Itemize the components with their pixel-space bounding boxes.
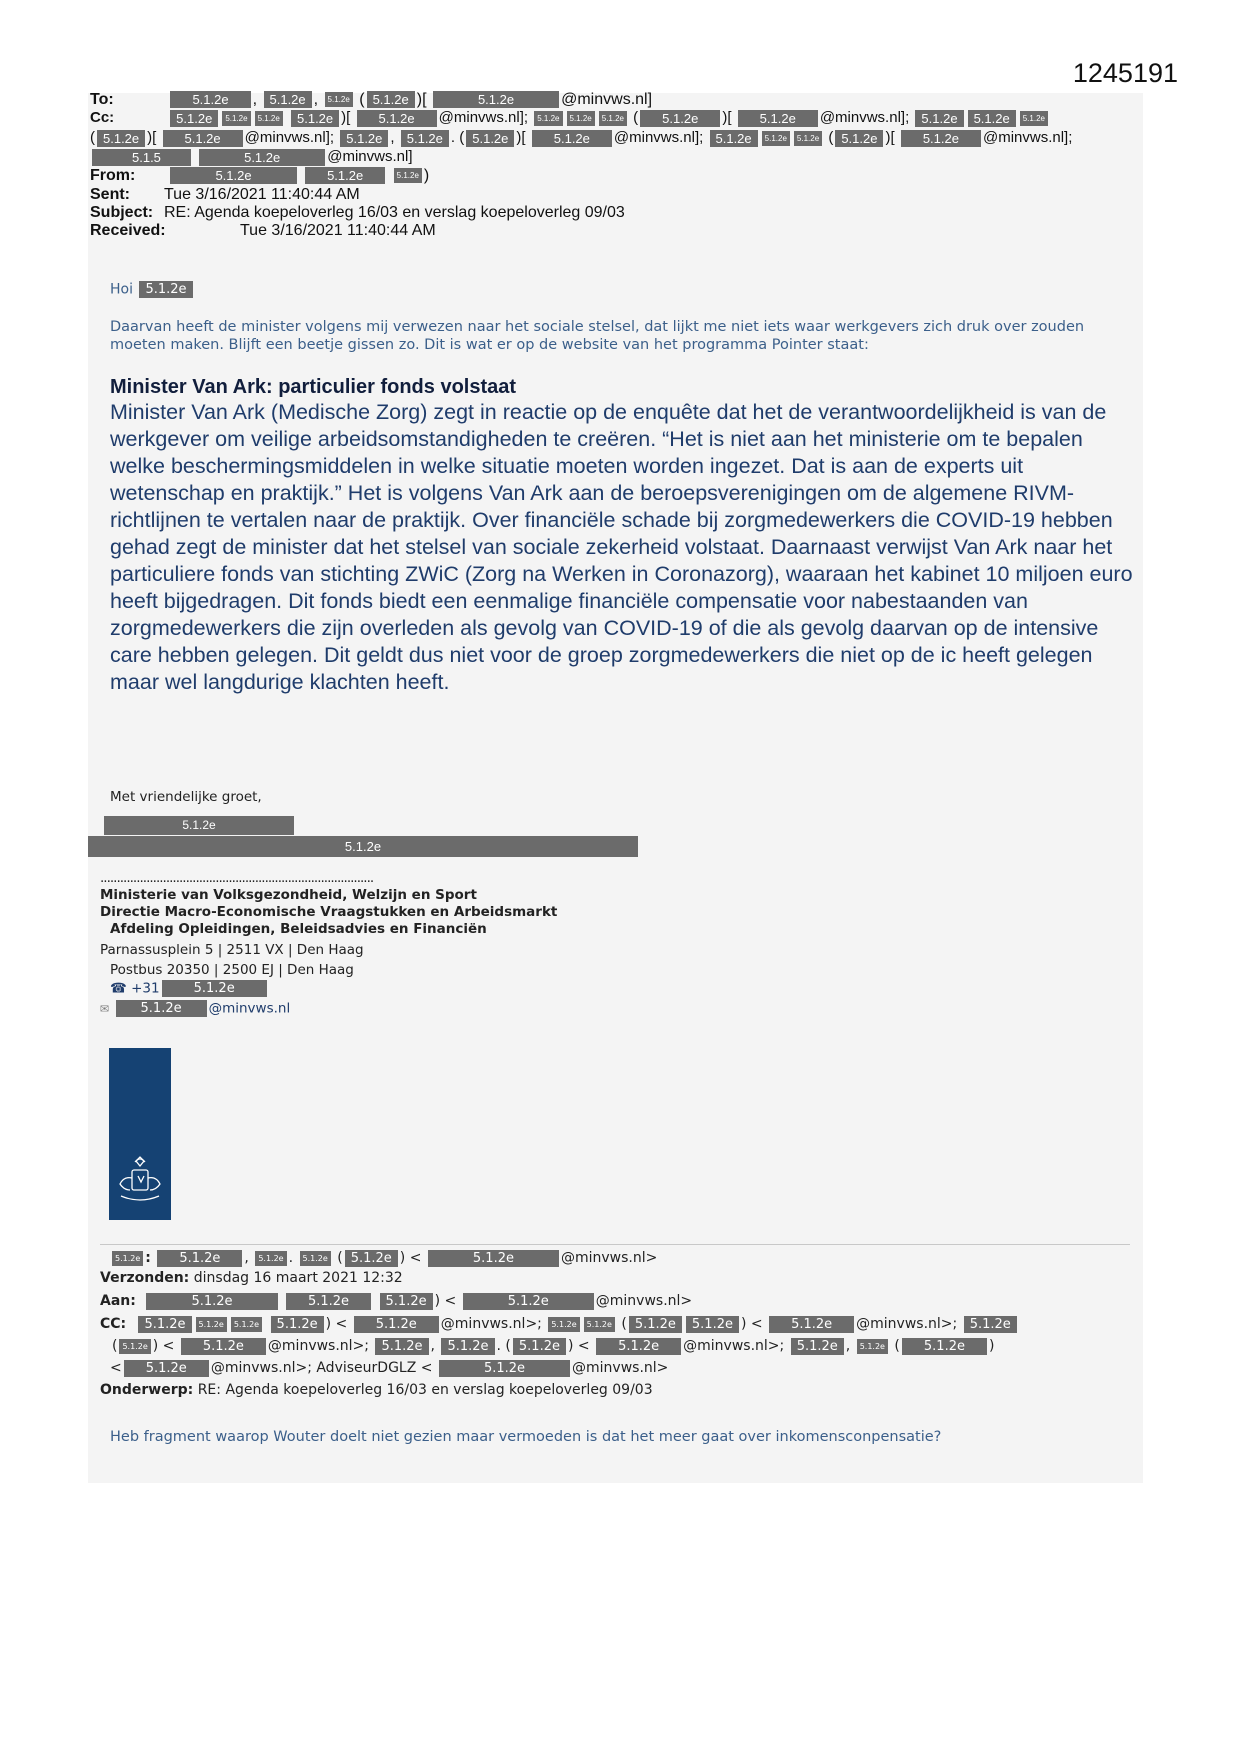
cc-line-2: ( 5.1.2e )[ 5.1.2e @minvws.nl]; 5.1.2e , 5.1.2e . ( 5.1.2e )[ 5.1.2e @minvws.nl]; 5.1.2e 5.1.2e 5.1.2e ( 5.1.2e )[ 5.1.2e @minvws.nl]; (90, 129, 1073, 146)
sent-label: Sent: (90, 186, 130, 203)
redaction-box: 5.1.2e (170, 167, 296, 184)
email-domain: @minvws.nl]; (438, 109, 529, 126)
redaction-box: 5.1.2e (146, 1293, 277, 1310)
email-domain: @minvws.nl> (210, 1360, 308, 1376)
redaction-box: 5.1.2e (534, 111, 562, 126)
redaction-box: 5.1.2e (394, 168, 422, 183)
redaction-box: 5.1.2e (466, 130, 514, 147)
email2-from-line: 5.1.2e : 5.1.2e , 5.1.2e . 5.1.2e ( 5.1.2e ) < 5.1.2e @minvws.nl> (110, 1248, 657, 1268)
quote-body: Minister Van Ark (Medische Zorg) zegt in reactie op de enquête dat het de verantwoordelijkheid is van de werkgever om veilige arbeidsomstandigheden te creëren. “Het is niet aan het ministerie om te bepalen welke beschermingsmiddelen in welke situatie moeten worden ingezet. Dat is aan de experts uit wetenschap en praktijk.” Het is volgens Van Ark aan de beroepsverenigingen om de algemene RIVM-richtlijnen te vertalen naar de praktijk. Over financiële schade bij zorgmedewerkers die COVID-19 hebben gehad zegt de minister dat het stelsel van sociale zekerheid volstaat. Daarnaast verwijst Van Ark naar het particuliere fonds van stichting ZWiC (Zorg na Werken in Coronazorg), waaraan het kabinet 10 miljoen euro heeft bijgedragen. Dit fonds biedt een eenmalige financiële compensatie voor nabestaanden van zorgmedewerkers die zijn overleden als gevolg van COVID-19 of die als gevolg daarvan op de intensive care hebben gelegen. Dit geldt dus niet voor de groep zorgmedewerkers die niet op de ic heeft gelegen maar wel langdurige klachten heeft. (110, 400, 1133, 694)
to-label: To: (90, 91, 114, 108)
redaction-box: 5.1.2e (291, 110, 339, 127)
email-domain: @minvws.nl>; (440, 1316, 542, 1332)
email2-from-colon: : (145, 1250, 151, 1266)
redaction-box: 5.1.2e (357, 110, 437, 127)
quote-title: Minister Van Ark: particulier fonds volstaat (110, 376, 517, 398)
coat-of-arms-icon (109, 1048, 171, 1220)
email-domain: @minvws.nl>; (683, 1338, 785, 1354)
redaction-box: 5.1.2e (901, 130, 981, 147)
email-domain: @minvws.nl]; (982, 129, 1073, 146)
redaction-box: 5.1.2e (599, 111, 627, 126)
subject-line (90, 203, 625, 223)
redaction-box: 5.1.2e (354, 1316, 439, 1333)
redaction-box: 5.1.2e (163, 130, 243, 147)
redaction-box: 5.1.2e (439, 1360, 570, 1377)
email-domain: @minvws.nl]; (244, 129, 335, 146)
redaction-box: 5.1.2e (116, 1000, 207, 1017)
email-domain: @minvws.nl> (572, 1360, 669, 1376)
received-label: Received: (90, 222, 166, 239)
cc-line-1: Cc: 5.1.2e 5.1.2e 5.1.2e 5.1.2e )[ 5.1.2e @minvws.nl]; 5.1.2e 5.1.2e 5.1.2e ( 5.1.2e )[ 5.1.2e @minvws.nl]; 5.1.2e 5.1.2e 5.1.2e (90, 108, 1050, 128)
email-divider (100, 1244, 1130, 1245)
onderwerp-line (100, 1382, 653, 1399)
email-domain: @minvws.nl]; (613, 129, 704, 146)
email-domain: @minvws.nl] (327, 148, 413, 165)
redaction-box: 5.1.2e (375, 1338, 428, 1355)
closing: Met vriendelijke groet, (110, 789, 262, 805)
redaction-box: 5.1.2e (271, 1316, 324, 1333)
greeting-text: Hoi (110, 281, 133, 298)
directorate-text: Directie Macro-Economische Vraagstukken en Arbeidsmarkt (100, 904, 558, 920)
redaction-box: 5.1.2e (139, 281, 192, 298)
redaction-box: 5.1.2e (199, 149, 325, 166)
verzonden-label: Verzonden: (100, 1270, 190, 1286)
redaction-box: 5.1.2e (340, 130, 388, 147)
cc-label: Cc: (90, 109, 115, 126)
from-line: From: 5.1.2e 5.1.2e 5.1.2e ) (90, 167, 430, 184)
redaction-box: 5.1.2e (305, 167, 385, 184)
aan-line: Aan: 5.1.2e 5.1.2e 5.1.2e ) < 5.1.2e @minvws.nl> (100, 1293, 693, 1309)
email2-cc-label: CC: (100, 1316, 127, 1332)
redaction-box: 5.1.2e (162, 980, 267, 997)
redaction-box: 5.1.2e (857, 1339, 888, 1354)
redaction-box: 5.1.5 (92, 149, 191, 166)
redaction-box: 5.1.2e (255, 1251, 286, 1266)
redaction-box: 5.1.2e (584, 1317, 615, 1332)
subject-value: RE: Agenda koepeloverleg 16/03 en verslag koepeloverleg 09/03 (164, 204, 625, 221)
redaction-box: 5.1.2e (1020, 111, 1048, 126)
ministry-text: Ministerie van Volksgezondheid, Welzijn en Sport (100, 887, 477, 903)
received-line (90, 221, 436, 241)
redaction-box: 5.1.2e (138, 1316, 191, 1333)
redaction-box: 5.1.2e (196, 1317, 227, 1332)
verzonden-line (100, 1270, 403, 1287)
redaction-box: 5.1.2e (915, 110, 963, 127)
email2-cc-line-2: ( 5.1.2e ) < 5.1.2e @minvws.nl>; 5.1.2e , 5.1.2e . ( 5.1.2e ) < 5.1.2e @minvws.nl>; 5.1.2e , 5.1.2e ( 5.1.2e ) (112, 1338, 995, 1354)
phone-icon: ☎ (110, 980, 127, 997)
ministry-name (100, 887, 477, 904)
aan-label: Aan: (100, 1293, 136, 1309)
redaction-box: 5.1.2e (791, 1338, 844, 1355)
redaction-box: 5.1.2e (548, 1317, 579, 1332)
redaction-box: 5.1.2e (367, 91, 415, 108)
redaction-box: 5.1.2e (157, 1250, 242, 1267)
email-domain: @minvws.nl]; (819, 109, 910, 126)
sent-line (90, 185, 360, 205)
redaction-box: 5.1.2e (794, 131, 822, 146)
greeting (110, 281, 195, 298)
redaction-box: 5.1.2e (231, 1317, 262, 1332)
redaction-box: 5.1.2e (835, 130, 883, 147)
department-text: Afdeling Opleidingen, Beleidsadvies en Financiën (110, 921, 487, 937)
redaction-box: 5.1.2e (286, 1293, 371, 1310)
redaction-box: 5.1.2e (345, 1250, 398, 1267)
redaction-box: 5.1.2e (762, 131, 790, 146)
email2-body: Heb fragment waarop Wouter doelt niet gezien maar vermoeden is dat het meer gaat over inkomensconpensatie? (110, 1429, 942, 1445)
government-logo (109, 1048, 171, 1220)
redaction-box: 5.1.2e (710, 130, 758, 147)
redaction-box: 5.1.2e (380, 1293, 433, 1310)
address: Parnassusplein 5 | 2511 VX | Den Haag (100, 942, 364, 958)
redaction-box: 5.1.2e (769, 1316, 854, 1333)
redaction-box: 5.1.2e (104, 816, 294, 835)
phone-line (110, 980, 269, 998)
directorate-name (100, 904, 557, 921)
email-domain: @minvws.nl>; (267, 1338, 370, 1354)
intro-paragraph: Daarvan heeft de minister volgens mij verwezen naar het sociale stelsel, dat lijkt me niet iets waar werkgevers zich druk over zouden moeten maken. Blijft een beetje gissen zo. Dit is wat er op de website van het programma Pointer staat: (110, 319, 1085, 353)
redaction-box: 5.1.2e (88, 836, 638, 857)
email-domain: @minvws.nl] (561, 91, 653, 108)
department-name (110, 921, 487, 938)
redaction-box: 5.1.2e (738, 110, 818, 127)
redaction-box: 5.1.2e (112, 1251, 143, 1266)
redaction-box: 5.1.2e (264, 91, 312, 108)
redaction-box: 5.1.2e (513, 1338, 566, 1355)
from-label: From: (90, 167, 136, 184)
redaction-box: 5.1.2e (181, 1338, 266, 1355)
email-suffix: @minvws.nl (208, 1000, 291, 1017)
redaction-box: 5.1.2e (97, 130, 145, 147)
redaction-box: 5.1.2e (532, 130, 612, 147)
document-id: 1245191 (1072, 58, 1178, 88)
redaction-box: 5.1.2e (433, 91, 559, 108)
envelope-icon: ✉ (100, 1002, 110, 1016)
sent-value: Tue 3/16/2021 11:40:44 AM (164, 186, 360, 203)
redaction-box: 5.1.2e (968, 110, 1016, 127)
email-domain: @minvws.nl>; (856, 1316, 958, 1332)
redaction-box: 5.1.2e (170, 91, 250, 108)
redaction-box: 5.1.2e (124, 1360, 209, 1377)
redaction-box: 5.1.2e (170, 110, 218, 127)
postbus: Postbus 20350 | 2500 EJ | Den Haag (110, 962, 354, 978)
redaction-box: 5.1.2e (222, 111, 250, 126)
email-domain: @minvws.nl> (560, 1250, 658, 1266)
redaction-box: 5.1.2e (686, 1316, 739, 1333)
redaction-box: 5.1.2e (119, 1339, 150, 1354)
subject-label: Subject: (90, 204, 154, 221)
email-line (100, 1000, 290, 1018)
redaction-box: 5.1.2e (596, 1338, 681, 1355)
onderwerp-value: RE: Agenda koepeloverleg 16/03 en verslag koepeloverleg 09/03 (197, 1382, 653, 1398)
email2-cc-line-3: < 5.1.2e @minvws.nl>; AdviseurDGLZ < 5.1.2e @minvws.nl> (110, 1360, 669, 1376)
received-value: Tue 3/16/2021 11:40:44 AM (240, 222, 436, 239)
redaction-box: 5.1.2e (441, 1338, 494, 1355)
email2-cc-line-1: CC: 5.1.2e 5.1.2e 5.1.2e 5.1.2e ) < 5.1.2e @minvws.nl>; 5.1.2e 5.1.2e ( 5.1.2e 5.1.2e ) < 5.1.2e @minvws.nl>; 5.1.2e (100, 1314, 1019, 1334)
redaction-box: 5.1.2e (640, 110, 720, 127)
redaction-box: 5.1.2e (300, 1251, 331, 1266)
redaction-box: 5.1.2e (325, 92, 353, 107)
email-domain: @minvws.nl> (595, 1293, 693, 1309)
phone-prefix: +31 (131, 980, 160, 997)
verzonden-value: dinsdag 16 maart 2021 12:32 (193, 1270, 403, 1286)
redaction-box: 5.1.2e (629, 1316, 682, 1333)
cc-line-3 (90, 147, 413, 167)
redaction-box: 5.1.2e (401, 130, 449, 147)
redaction-box: 5.1.2e (255, 111, 283, 126)
redaction-box: 5.1.2e (567, 111, 595, 126)
redaction-box: 5.1.2e (428, 1250, 559, 1267)
advisor-text: ; AdviseurDGLZ < (307, 1360, 433, 1376)
redaction-box: 5.1.2e (964, 1316, 1017, 1333)
redaction-box: 5.1.2e (463, 1293, 594, 1310)
signature-dots: ................................................................................... (100, 870, 374, 886)
onderwerp-label: Onderwerp: (100, 1382, 194, 1398)
redaction-box: 5.1.2e (902, 1338, 987, 1355)
to-line: To: 5.1.2e , 5.1.2e , 5.1.2e ( 5.1.2e )[ 5.1.2e @minvws.nl] (90, 91, 653, 108)
